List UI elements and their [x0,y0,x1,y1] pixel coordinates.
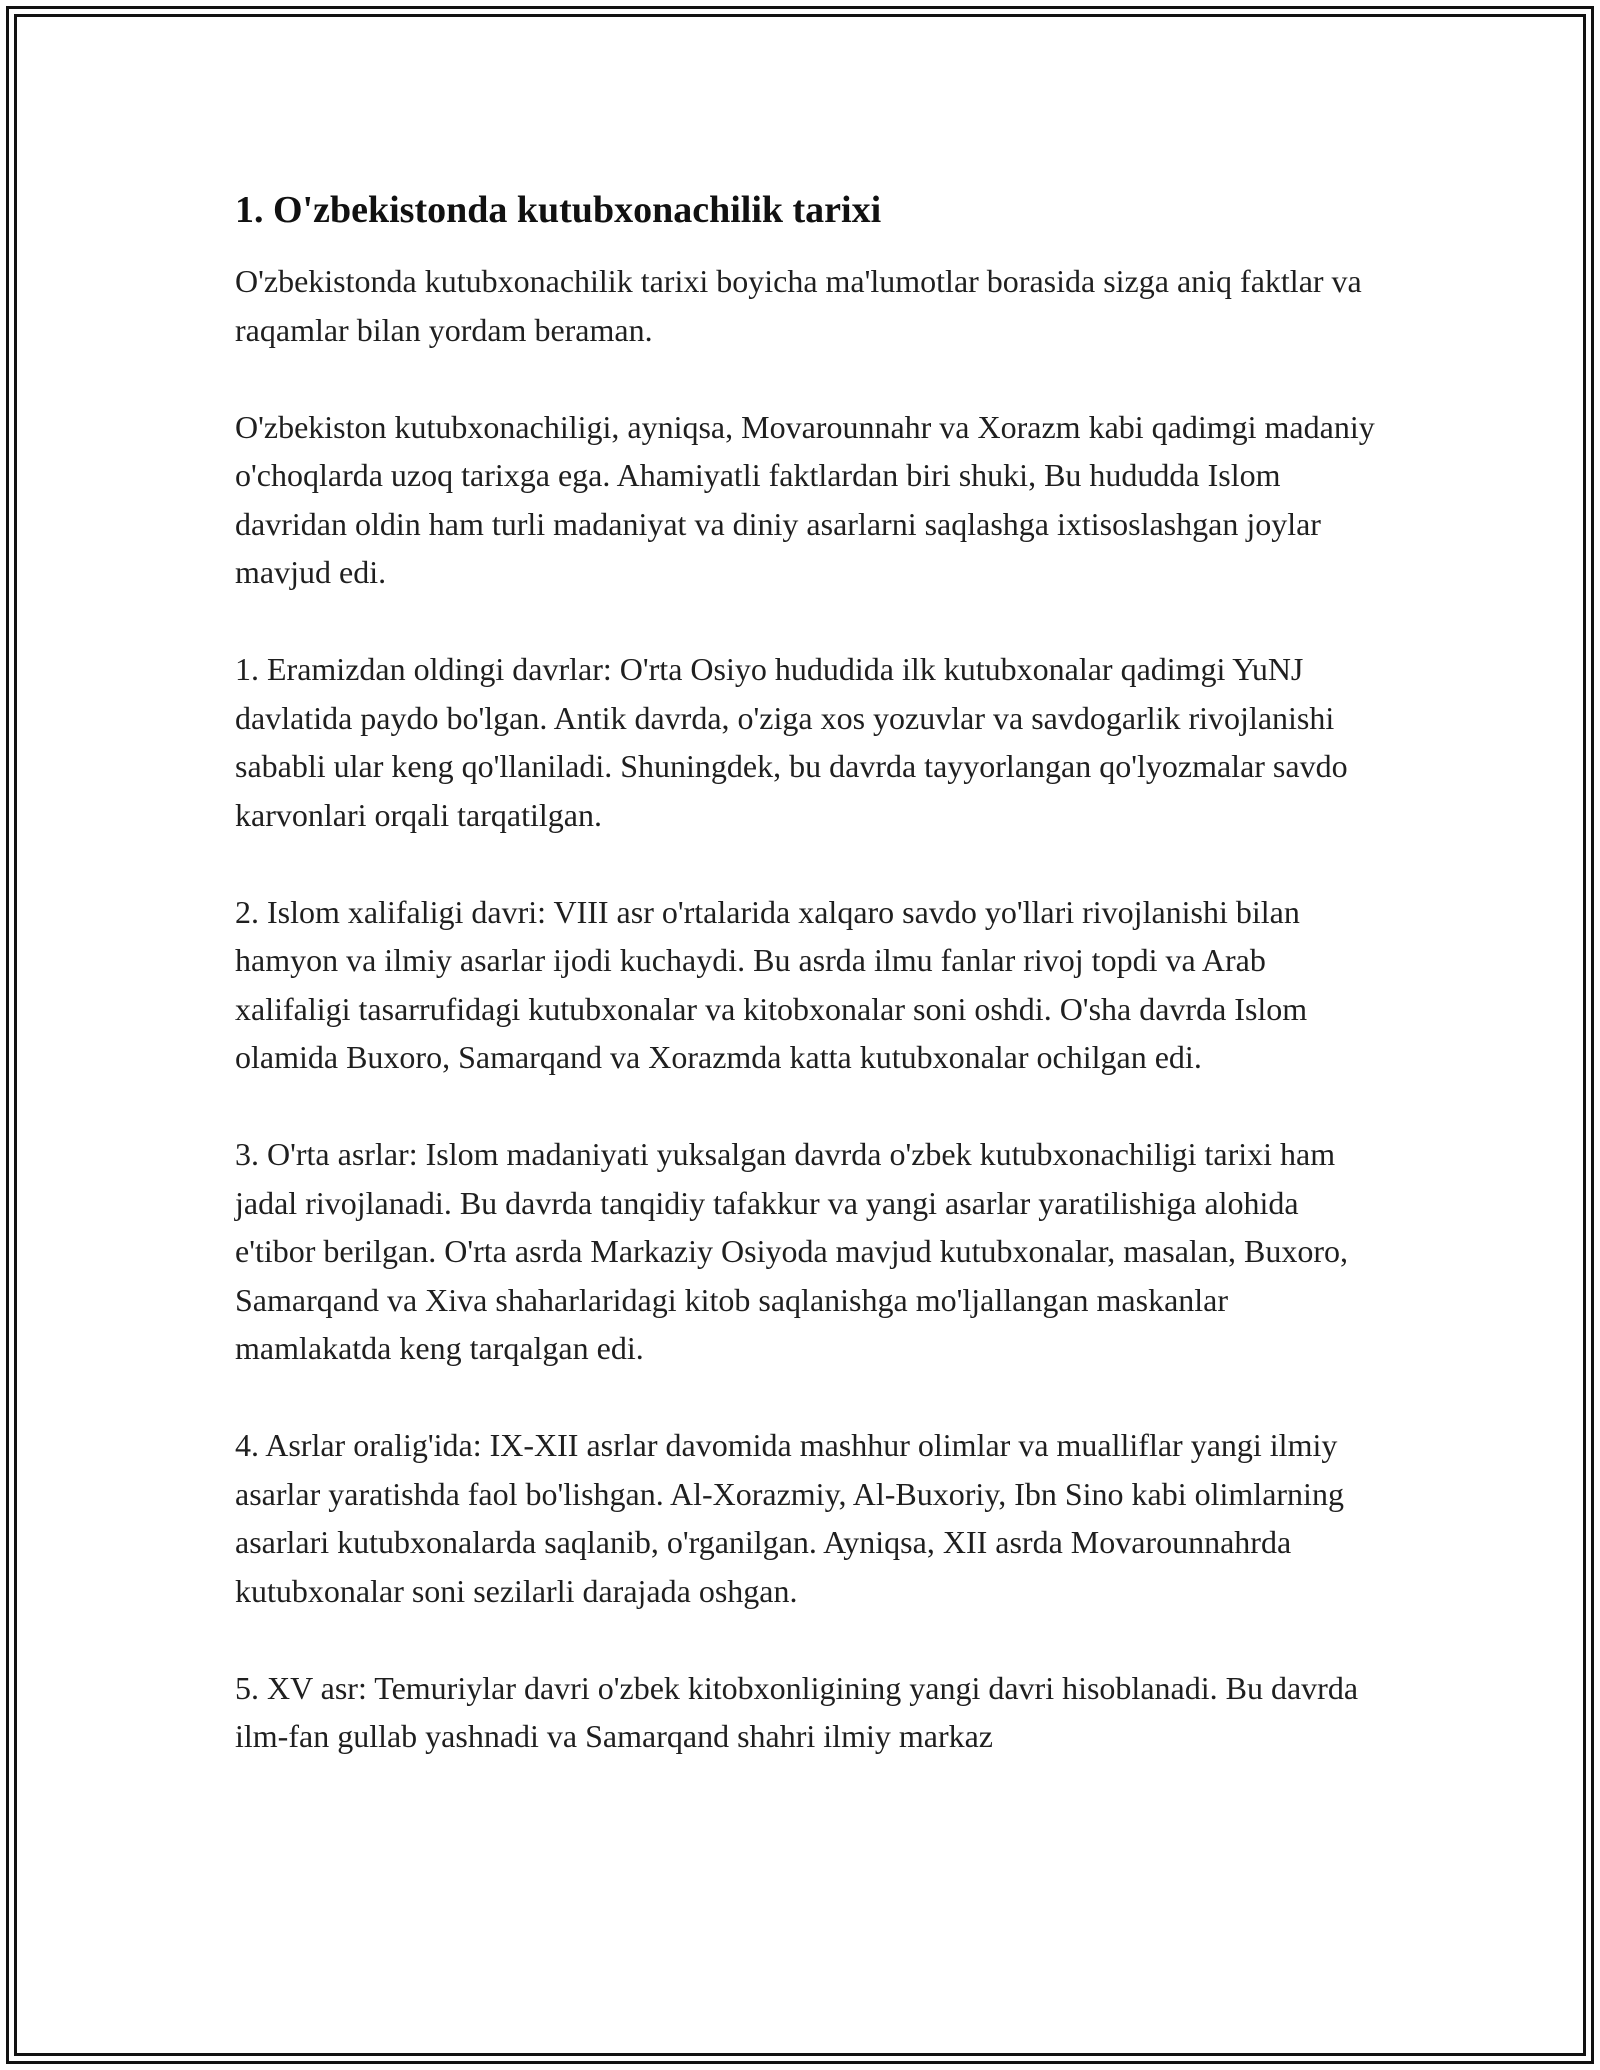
paragraph-section-2: 2. Islom xalifaligi davri: VIII asr o'rtalarida xalqaro savdo yo'llari rivojlanishi bilan hamyon va ilmiy asarlar ijodi kuchaydi. Bu asrda ilmu fanlar rivoj topdi va Arab xalifaligi tasarrufidagi kutubxonalar va kitobxonalar soni oshdi. O'sha davrda Islom olamida Buxoro, Samarqand va Xorazmda katta kutubxonalar ochilgan edi. [235,893,1308,1075]
paragraph-section-1: 1. Eramizdan oldingi davrlar: O'rta Osiyo hududida ilk kutubxonalar qadimgi YuNJ davlatida paydo bo'lgan. Antik davrda, o'ziga xos yozuvlar va savdogarlik rivojlanishi sababli ular keng qo'llaniladi. Shuningdek, bu davrda tayyorlangan qo'lyozmalar savdo karvonlari orqali tarqatilgan. [235,651,1348,833]
paragraph-section-3: 3. O'rta asrlar: Islom madaniyati yuksalgan davrda o'zbek kutubxonachiligi tarixi ham jadal rivojlanadi. Bu davrda tanqidiy tafakkur va yangi asarlar yaratilishiga alohida e'tibor berilgan. O'rta asrda Markaziy Osiyoda mavjud kutubxonalar, masalan, Buxoro, Samarqand va Xiva shaharlaridagi kitob saqlanishga mo'ljallangan maskanlar mamlakatda keng tarqalgan edi. [235,1136,1349,1366]
paragraph-section-5: 5. XV asr: Temuriylar davri o'zbek kitobxonligining yangi davri hisoblanadi. Bu davrda ilm-fan gullab yashnadi va Samarqand shahri ilmiy markaz [235,1669,1359,1754]
paragraph-intro: O'zbekistonda kutubxonachilik tarixi boyicha ma'lumotlar borasida sizga aniq faktlar va raqamlar bilan yordam beraman. [235,263,1362,348]
document-title: 1. O'zbekistonda kutubxonachilik tarixi [235,189,882,231]
paragraph-section-4: 4. Asrlar oralig'ida: IX-XII asrlar davomida mashhur olimlar va mualliflar yangi ilmiy asarlar yaratishda faol bo'lishgan. Al-Xorazmiy, Al-Buxoriy, Ibn Sino kabi olimlarning asarlari kutubxonalarda saqlanib, o'rganilgan. Ayniqsa, XII asrda Movarounnahrda kutubxonalar soni sezilarli darajada oshgan. [235,1427,1344,1609]
paragraph-overview: O'zbekiston kutubxonachiligi, ayniqsa, Movarounnahr va Xorazm kabi qadimgi madaniy o'choqlarda uzoq tarixga ega. Ahamiyatli faktlardan biri shuki, Bu hududda Islom davridan oldin ham turli madaniyat va diniy asarlarni saqlashga ixtisoslashgan joylar mavjud edi. [235,408,1375,590]
document-body [235,185,1375,1761]
